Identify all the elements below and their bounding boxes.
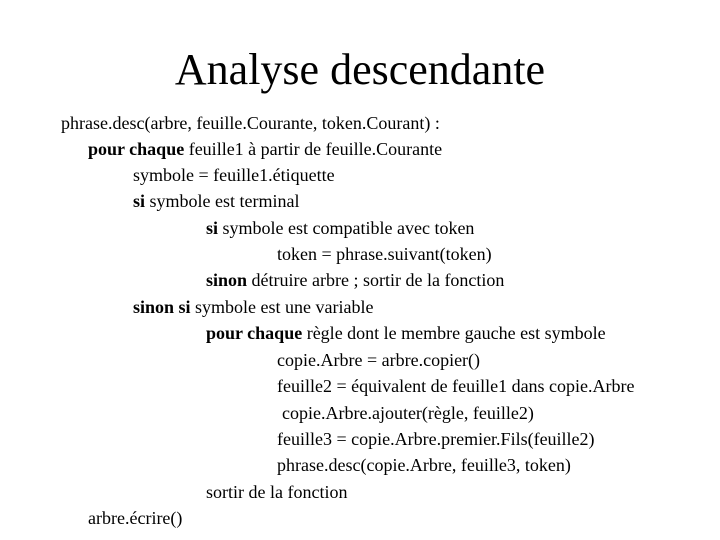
code-line bbox=[61, 112, 440, 134]
code-line bbox=[206, 217, 474, 239]
code-line bbox=[277, 243, 492, 265]
code-keyword: sinon bbox=[206, 270, 248, 290]
code-text: arbre.écrire() bbox=[88, 508, 183, 528]
code-line bbox=[206, 322, 606, 344]
code-line bbox=[206, 481, 347, 503]
code-text: feuille2 = équivalent de feuille1 dans copie.Arbre bbox=[277, 376, 635, 396]
code-line bbox=[88, 507, 182, 529]
code-text: copie.Arbre.ajouter(règle, feuille2) bbox=[282, 403, 534, 423]
code-line bbox=[88, 138, 442, 160]
code-line bbox=[277, 454, 571, 476]
code-text: phrase.desc(arbre, feuille.Courante, token.Courant) : bbox=[61, 113, 440, 133]
code-line bbox=[133, 190, 299, 212]
code-line bbox=[206, 269, 504, 291]
code-text: feuille1 à partir de feuille.Courante bbox=[184, 139, 443, 159]
code-text: symbole est terminal bbox=[145, 191, 300, 211]
code-text: règle dont le membre gauche est symbole bbox=[302, 323, 606, 343]
slide-title: Analyse descendante bbox=[174, 45, 546, 94]
code-line bbox=[133, 296, 374, 318]
code-text: symbole est une variable bbox=[190, 297, 374, 317]
code-text: symbole = feuille1.étiquette bbox=[133, 165, 335, 185]
code-line bbox=[277, 375, 635, 397]
code-keyword: pour chaque bbox=[206, 323, 303, 343]
code-text: feuille3 = copie.Arbre.premier.Fils(feuille2) bbox=[277, 429, 595, 449]
code-text: copie.Arbre = arbre.copier() bbox=[277, 350, 481, 370]
code-keyword: pour chaque bbox=[88, 139, 185, 159]
code-text: sortir de la fonction bbox=[206, 482, 348, 502]
code-keyword: si bbox=[133, 191, 146, 211]
code-text: symbole est compatible avec token bbox=[218, 218, 475, 238]
code-line bbox=[133, 164, 335, 186]
code-text: token = phrase.suivant(token) bbox=[277, 244, 492, 264]
code-text: phrase.desc(copie.Arbre, feuille3, token) bbox=[277, 455, 571, 475]
code-keyword: sinon si bbox=[133, 297, 191, 317]
code-keyword: si bbox=[206, 218, 219, 238]
code-line bbox=[277, 349, 480, 371]
code-line bbox=[277, 428, 595, 450]
code-text: détruire arbre ; sortir de la fonction bbox=[247, 270, 505, 290]
code-line bbox=[282, 402, 534, 424]
